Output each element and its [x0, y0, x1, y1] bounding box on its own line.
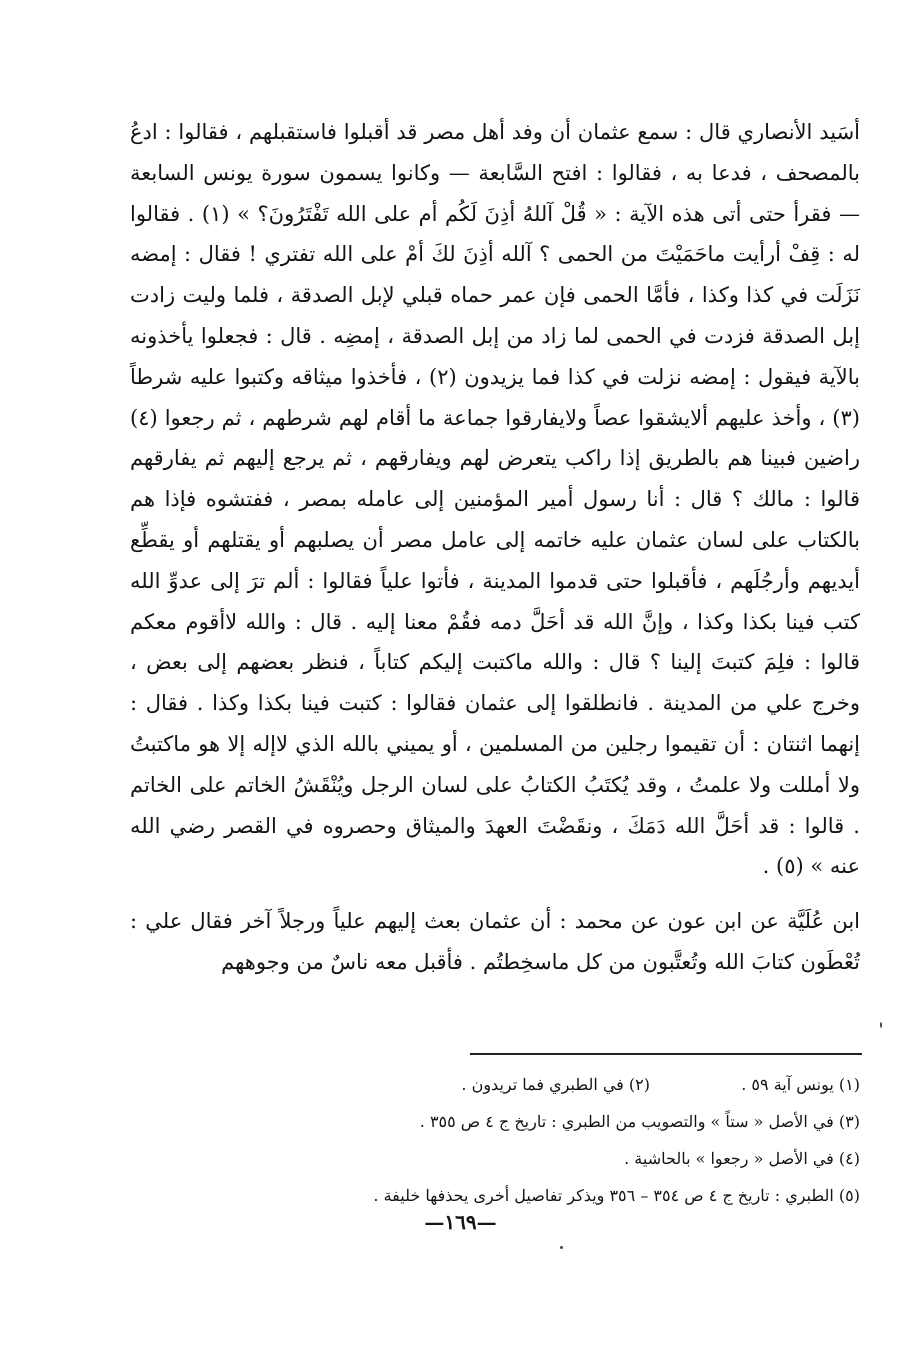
- footnote-2: (٢) في الطبري فما تريدون .: [461, 1075, 650, 1094]
- footnote-4: (٤) في الأصل « رجعوا » بالحاشية .: [624, 1149, 860, 1168]
- footnote-separator: [470, 1053, 862, 1055]
- paragraph-1: أسَيد الأنصاري قال : سمع عثمان أن وفد أهل مصر قد أقبلوا فاستقبلهم ، فقالوا : ادعُ بالمصحف ، فدعا به ، فقالوا : افتح السَّابعة — وكانوا يسمون سورة يونس السابعة — فقرأ حتى أتى هذه الآية : « قُلْ آللهُ أذِنَ لَكُم أم على الله تَفْتَرُونَ؟ » (١) . فقالوا له : قِفْ أرأيت ماحَمَيْتَ من الحمى ؟ آلله أذِنَ لكَ أمْ على الله تفتري ! فقال : إمضه نَزَلَت في كذا وكذا ، فأمَّا الحمى فإن عمر حماه قبلي لإبل الصدقة ، فلما وليت زادت إبل الصدقة فزدت في الحمى لما زاد من إبل الصدقة ، إمضِه . قال : فجعلوا يأخذونه بالآية فيقول : إمضه نزلت في كذا فما يزيدون (٢) ، فأخذوا ميثاقه وكتبوا عليه شرطاً (٣) ، وأخذ عليهم ألايشقوا عصاً ولايفارقوا جماعة ما أقام لهم شرطهم ، ثم رجعوا (٤) راضين فبينا هم بالطريق إذا راكب يتعرض لهم ويفارقهم ، ثم يرجع إليهم ثم يفارقهم قالوا : مالك ؟ قال : أنا رسول أمير المؤمنين إلى عامله بمصر ، ففتشوه فإذا هم بالكتاب على لسان عثمان عليه خاتمه إلى عامل مصر أن يصلبهم أو يقتلهم أو يقطِّع أيديهم وأرجُلَهم ، فأقبلوا حتى قدموا المدينة ، فأتوا علياً فقالوا : ألم ترَ إلى عدوِّ الله كتب فينا بكذا وكذا ، وإنَّ الله قد أحَلَّ دمه فقُمْ معنا إليه . قال : والله لاأقوم معكم قالوا : فلِمَ كتبتَ إلينا ؟ قال : والله ماكتبت إليكم كتاباً ، فنظر بعضهم إلى بعض ، وخرج علي من المدينة . فانطلقوا إلى عثمان فقالوا : كتبت فينا بكذا وكذا . فقال : إنهما اثنتان : أن تقيموا رجلين من المسلمين ، أو يميني بالله الذي لاإله إلا هو ماكتبتُ ولا أمللت ولا علمتُ ، وقد يُكتَبُ الكتابُ على لسان الرجل ويُنْقَشُ الخاتم على الخاتم . قالوا : قد أحَلَّ الله دَمَكَ ، ونقَضْتَ العهدَ والميثاق وحصروه في القصر رضي الله عنه » (٥) .: [130, 120, 860, 879]
- footnote-5: (٥) الطبري : تاريخ ج ٤ ص ٣٥٤ – ٣٥٦ ويذكر تفاصيل أخرى يحذفها خليفة .: [373, 1186, 860, 1205]
- scan-speck: [560, 1246, 563, 1249]
- footnote-1: (١) يونس آية ٥٩ .: [741, 1075, 860, 1094]
- paragraph-2: ابن عُلَيَّة عن ابن عون عن محمد : أن عثمان بعث إليهم علياً ورجلاً آخر فقال علي : تُعْطَون كتابَ الله وتُعتَّبون من كل ماسخِطتُم . فأقبل معه ناسٌ من وجوههم: [130, 909, 860, 974]
- footnote-row-1: [200, 1066, 860, 1103]
- footnotes: [200, 1066, 860, 1214]
- scan-speck: [880, 1022, 882, 1028]
- footnote-3: (٣) في الأصل « ستاً » والتصويب من الطبري : تاريخ ج ٤ ص ٣٥٥ .: [419, 1112, 860, 1131]
- main-text-block: [130, 112, 860, 983]
- page-number: —١٦٩—: [424, 1210, 497, 1234]
